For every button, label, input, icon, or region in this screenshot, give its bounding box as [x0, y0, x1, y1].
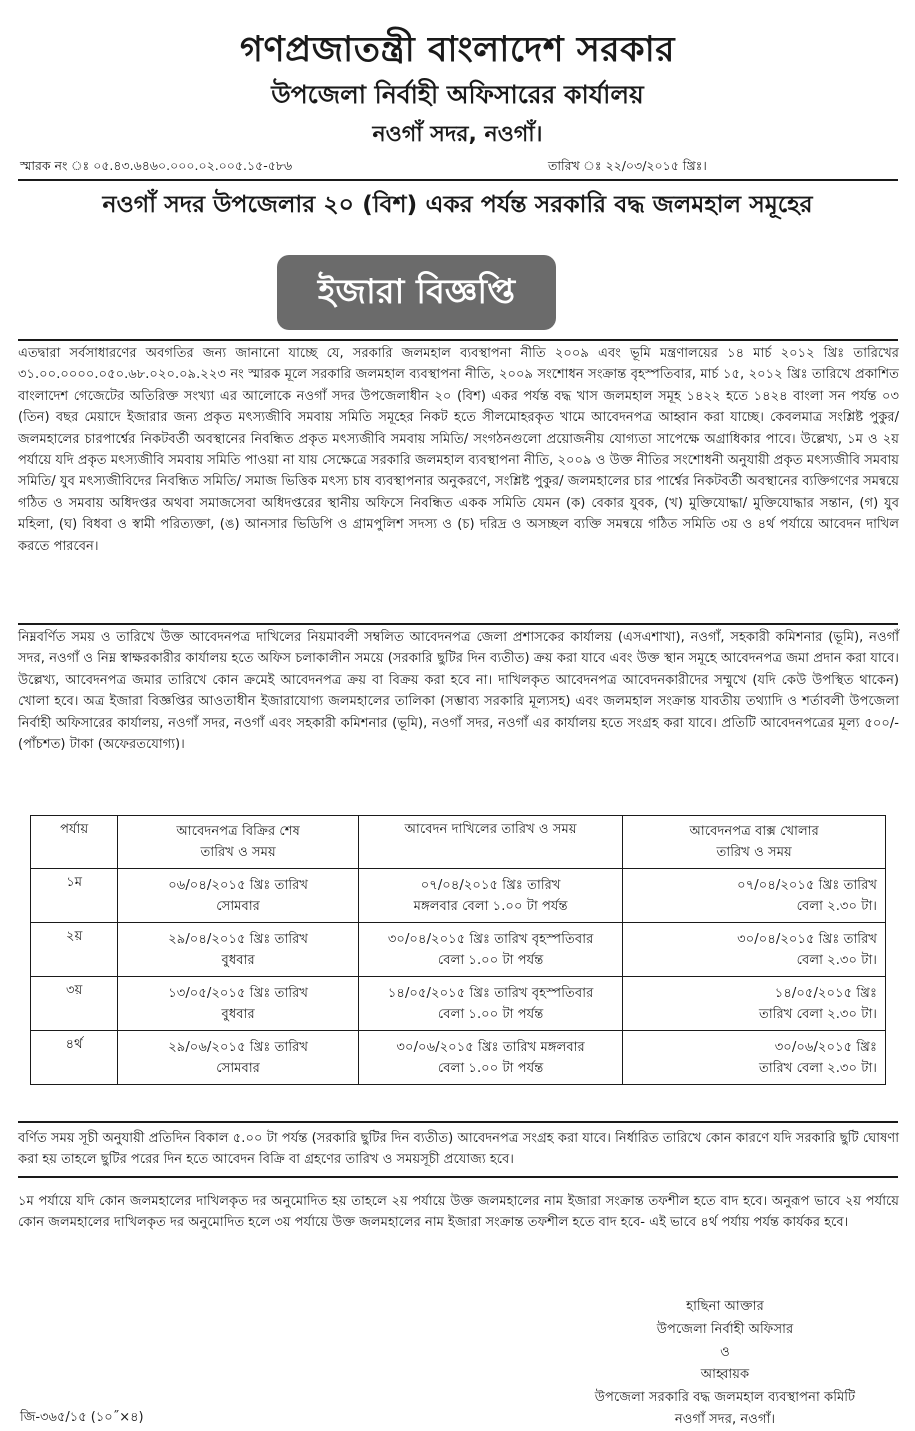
lease-notice-banner: ইজারা বিজ্ঞপ্তি	[277, 255, 556, 330]
office-location: নওগাঁ সদর, নওগাঁ।	[372, 122, 543, 147]
cell-sale-deadline: ২৯/০৪/২০১৫ খ্রিঃ তারিখ বুধবার	[118, 923, 359, 977]
header-submission-date: আবেদন দাখিলের তারিখ ও সময়	[358, 816, 622, 869]
memo-date: তারিখ ঃ ২২/০৩/২০১৫ খ্রিঃ।	[548, 158, 707, 173]
table-row	[31, 977, 886, 1031]
cell-box-opening: ৩০/০৬/২০১৫ খ্রিঃ তারিখ বেলা ২.৩০ টা।	[623, 1031, 886, 1085]
cell-phase: ১ম	[31, 869, 118, 923]
table-header-row	[31, 816, 886, 869]
cell-submission-date: ১৪/০৫/২০১৫ খ্রিঃ তারিখ বৃহস্পতিবার বেলা ১.০০ টা পর্যন্ত	[358, 977, 622, 1031]
signatory-and: ও	[720, 1345, 730, 1360]
divider-line	[18, 339, 898, 341]
notice-title: নওগাঁ সদর উপজেলার ২০ (বিশ) একর পর্যন্ত সরকারি বদ্ধ জলমহাল সমূহের	[102, 190, 813, 218]
divider-line	[18, 623, 898, 625]
cell-submission-date: ৩০/০৪/২০১৫ খ্রিঃ তারিখ বৃহস্পতিবার বেলা ১.০০ টা পর্যন্ত	[358, 923, 622, 977]
cell-phase: ২য়	[31, 923, 118, 977]
signatory-name: হাছিনা আক্তার	[686, 1299, 764, 1314]
paragraph-collection-time: বর্ণিত সময় সূচী অনুযায়ী প্রতিদিন বিকাল ৫.০০ টা পর্যন্ত (সরকারি ছুটির দিন ব্যতীত) আবেদনপত্র সংগ্রহ করা যাবে। নির্ধারিত তারিখে কোন কারণে যদি সরকারি ছুটি ঘোষণা করা হয় তাহলে ছুটির পরের দিন হতে আবেদন বিক্রি বা গ্রহণের তারিখ ও সময়সূচী প্রযোজ্য হবে।	[18, 1131, 899, 1168]
cell-phase: ৩য়	[31, 977, 118, 1031]
signatory-designation: উপজেলা নির্বাহী অফিসার	[656, 1322, 794, 1337]
cell-sale-deadline: ১৩/০৫/২০১৫ খ্রিঃ তারিখ বুধবার	[118, 977, 359, 1031]
signatory-role: আহ্বায়ক	[700, 1367, 750, 1382]
memo-number: স্মারক নং ঃ ০৫.৪৩.৬৪৬০.০০০.০২.০০৫.১৫-৫৮৬	[20, 158, 293, 173]
cell-phase: ৪র্থ	[31, 1031, 118, 1085]
paragraph-eligibility: এতদ্বারা সর্বসাধারণের অবগতির জন্য জানানো যাচ্ছে যে, সরকারি জলমহাল ব্যবস্থাপনা নীতি ২০০৯ এবং ভূমি মন্ত্রণালয়ের ১৪ মার্চ ২০১২ খ্রিঃ তারিখের ৩১.০০.০০০০.০৫০.৬৮.০২০.০৯.২২৩ নং স্মারক মূলে সরকারি জলমহাল ব্যবস্থাপনা নীতি, ২০০৯ সংশোধন সংক্রান্ত বৃহস্পতিবার, মার্চ ১৫, ২০১২ খ্রিঃ তারিখে প্রকাশিত বাংলাদেশ গেজেটের অতিরিক্ত সংখ্যা এর আলোকে নওগাঁ সদর উপজেলাধীন ২০ (বিশ) একর পর্যন্ত বদ্ধ খাস জলমহাল সমূহ ১৪২২ হতে ১৪২৪ বাংলা সন পর্যন্ত ০৩ (তিন) বছর মেয়াদে ইজারার জন্য প্রকৃত মৎস্যজীবি সমবায় সমিতি সমূহের নিকট হতে সীলমোহরকৃত খামে আবেদনপত্র আহ্বান করা যাচ্ছে। কেবলমাত্র সংশ্লিষ্ট পুকুর/ জলমহালের চারপার্শ্বের নিকটবর্তী অবস্থানের নিবন্ধিত প্রকৃত মৎস্যজীবি সমবায় সমিতি/ সংগঠনগুলো প্রয়োজনীয় যোগ্যতা সাপেক্ষে অগ্রাধিকার পাবে। উল্লেখ্য, ১ম ও ২য় পর্যায়ে যদি প্রকৃত মৎস্যজীবি সমবায় সমিতি পাওয়া না যায় সেক্ষেত্রে সরকারি জলমহাল ব্যবস্থাপনা নীতি, ২০০৯ ও উক্ত নীতির সংশোধনী অনুযায়ী প্রকৃত মৎস্যজীবি সমবায় সমিতি/ যুব মৎস্যজীবিদের নিবন্ধিত সমিতি/ সমাজ ভিত্তিক মৎস্য চাষ ব্যবস্থাপনার অনুকরণে, সংশ্লিষ্ট পুকুর/ জলমহালের চার পার্শ্বের নিকটবর্তী অবস্থানের ব্যক্তিগণের সমন্বয়ে গঠিত ও সমবায় অধিদপ্তর অথবা সমাজসেবা অধিদপ্তরের স্থানীয় অফিসে নিবন্ধিত একক সমিতি যেমন (ক) বেকার যুবক, (খ) মুক্তিযোদ্ধা/ মুক্তিযোদ্ধার সন্তান, (গ) যুব মহিলা, (ঘ) বিধবা ও স্বামী পরিত্যক্তা, (ঙ) আনসার ভিডিপি ও গ্রামপুলিশ সদস্য ও (চ) দরিদ্র ও অসচ্ছল ব্যক্তি সমন্বয়ে গঠিত সমিতি ৩য় ও ৪র্থ পর্যায়ে আবেদন দাখিল করতে পারবেন।	[18, 346, 899, 554]
signatory-location: নওগাঁ সদর, নওগাঁ।	[674, 1412, 776, 1427]
paragraph-procedure: নিম্নবর্ণিত সময় ও তারিখে উক্ত আবেদনপত্র দাখিলের নিয়মাবলী সম্বলিত আবেদনপত্র জেলা প্রশাসকের কার্যালয় (এসএশাখা), নওগাঁ, সহকারী কমিশনার (ভূমি), নওগাঁ সদর, নওগাঁ ও নিম্ন স্বাক্ষরকারীর কার্যালয় হতে অফিস চলাকালীন সময়ে (সরকারি ছুটির দিন ব্যতীত) ক্রয় করা যাবে এবং উক্ত স্থান সমূহে আবেদনপত্র জমা প্রদান করা যাবে। উল্লেখ্য, আবেদনপত্র জমার তারিখে কোন ক্রমেই আবেদনপত্র ক্রয় বা বিক্রয় করা হবে না। দাখিলকৃত আবেদনপত্র আবেদনকারীদের সম্মুখে (যদি কেউ উপস্থিত থাকেন) খোলা হবে। অত্র ইজারা বিজ্ঞপ্তির আওতাধীন ইজারাযোগ্য জলমহালের তালিকা (সম্ভাব্য সরকারি মূল্যসহ) এবং জলমহাল সংক্রান্ত যাবতীয় তথ্যাদি ও শর্তাবলী উপজেলা নির্বাহী অফিসারের কার্যালয়, নওগাঁ সদর, নওগাঁ এবং সহকারী কমিশনার (ভূমি), নওগাঁ সদর, নওগাঁ এর কার্যালয় হতে সংগ্রহ করা যাবে। প্রতিটি আবেদনপত্রের মূল্য ৫০০/- (পাঁচশত) টাকা (অফেরতযোগ্য)।	[18, 630, 899, 753]
table-row	[31, 1031, 886, 1085]
header-box-opening: আবেদনপত্র বাক্স খোলার তারিখ ও সময়	[623, 816, 886, 869]
cell-sale-deadline: ২৯/০৬/২০১৫ খ্রিঃ তারিখ সোমবার	[118, 1031, 359, 1085]
office-title: উপজেলা নির্বাহী অফিসারের কার্যালয়	[271, 80, 644, 109]
header-phase: পর্যায়	[31, 816, 118, 869]
cell-submission-date: ৩০/০৬/২০১৫ খ্রিঃ তারিখ মঙ্গলবার বেলা ১.০০ টা পর্যন্ত	[358, 1031, 622, 1085]
table-row	[31, 923, 886, 977]
schedule-table	[30, 815, 886, 1085]
cell-box-opening: ১৪/০৫/২০১৫ খ্রিঃ তারিখ বেলা ২.৩০ টা।	[623, 977, 886, 1031]
paragraph-phase-exclusion: ১ম পর্যায়ে যদি কোন জলমহালের দাখিলকৃত দর অনুমোদিত হয় তাহলে ২য় পর্যায়ে উক্ত জলমহালের নাম ইজারা সংক্রান্ত তফশীল হতে বাদ হবে। অনুরূপ ভাবে ২য় পর্যায়ে কোন জলমহালের দাখিলকৃত দর অনুমোদিত হলে ৩য় পর্যায়ে উক্ত জলমহালের নাম ইজারা সংক্রান্ত তফশীল হতে বাদ হবে- এই ভাবে ৪র্থ পর্যায় পর্যন্ত কার্যকর হবে।	[18, 1194, 899, 1231]
ad-code: জি-৩৬৫/১৫ (১০˝×৪)	[20, 1410, 144, 1425]
cell-sale-deadline: ০৬/০৪/২০১৫ খ্রিঃ তারিখ সোমবার	[118, 869, 359, 923]
divider-line	[18, 1121, 898, 1123]
cell-box-opening: ০৭/০৪/২০১৫ খ্রিঃ তারিখ বেলা ২.৩০ টা।	[623, 869, 886, 923]
cell-submission-date: ০৭/০৪/২০১৫ খ্রিঃ তারিখ মঙ্গলবার বেলা ১.০০ টা পর্যন্ত	[358, 869, 622, 923]
divider-line	[18, 1176, 898, 1178]
divider-line	[18, 179, 898, 181]
signatory-committee: উপজেলা সরকারি বদ্ধ জলমহাল ব্যবস্থাপনা কমিটি	[594, 1390, 856, 1405]
cell-box-opening: ৩০/০৪/২০১৫ খ্রিঃ তারিখ বেলা ২.৩০ টা।	[623, 923, 886, 977]
table-row	[31, 869, 886, 923]
header-sale-deadline: আবেদনপত্র বিক্রির শেষ তারিখ ও সময়	[118, 816, 359, 869]
government-title: গণপ্রজাতন্ত্রী বাংলাদেশ সরকার	[240, 30, 675, 70]
